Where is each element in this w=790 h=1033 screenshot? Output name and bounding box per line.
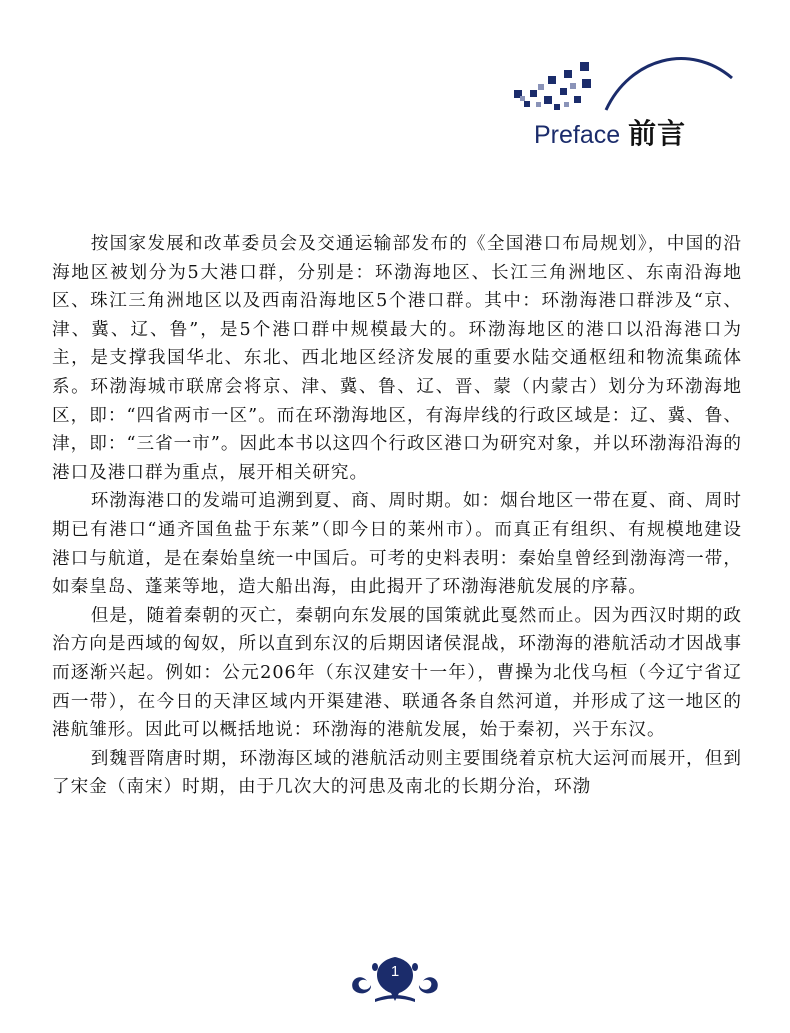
paragraph-4: 到魏晋隋唐时期，环渤海区域的港航活动则主要围绕着京杭大运河而展开，但到了宋金（南宋）时期，由于几次大的河患及南北的长期分治，环渤 [52,748,742,798]
page-footer [345,955,445,1005]
preface-title-zh: 前言 [628,117,687,150]
preface-body [52,230,742,802]
paragraph-1: 按国家发展和改革委员会及交通运输部发布的《全国港口布局规划》，中国的沿海地区被划分为5大港口群，分别是：环渤海地区、长江三角洲地区、东南沿海地区、珠江三角洲地区以及西南沿海地区5个港口群。其中：环渤海港口群涉及“京、津、冀、辽、鲁”，是5个港口群中规模最大的。环渤海地区的港口以沿海港口为主，是支撑我国华北、东北、西北地区经济发展的重要水陆交通枢纽和物流集疏体系。环渤海城市联席会将京、津、冀、鲁、辽、晋、蒙（内蒙古）划分为环渤海地区，即：“四省两市一区”。而在环渤海地区，有海岸线的行政区域是：辽、冀、鲁、津，即：“三省一市”。因此本书以这四个行政区港口为研究对象，并以环渤海沿海的港口及港口群为重点，展开相关研究。 [52,234,742,483]
preface-title-en: Preface [534,121,621,149]
page-number: 1 [390,963,400,980]
preface-header [500,50,790,150]
paragraph-3: 但是，随着秦朝的灭亡，秦朝向东发展的国策就此戛然而止。因为西汉时期的政治方向是西域的匈奴，所以直到东汉的后期因诸侯混战，环渤海的港航活动才因战事而逐渐兴起。例如：公元206年（东汉建安十一年），曹操为北伐乌桓（今辽宁省辽西一带），在今日的天津区域内开渠建港、联通各条自然河道，并形成了这一地区的港航雏形。因此可以概括地说：环渤海的港航发展，始于秦初，兴于东汉。 [52,605,742,741]
paragraph-2: 环渤海港口的发端可追溯到夏、商、周时期。如：烟台地区一带在夏、商、周时期已有港口“通齐国鱼盐于东莱”（即今日的莱州市）。而真正有组织、有规模地建设港口与航道，是在秦始皇统一中国后。可考的史料表明：秦始皇曾经到渤海湾一带，如秦皇岛、蓬莱等地，造大船出海，由此揭开了环渤海港航发展的序幕。 [52,491,742,598]
preface-title [534,112,686,152]
